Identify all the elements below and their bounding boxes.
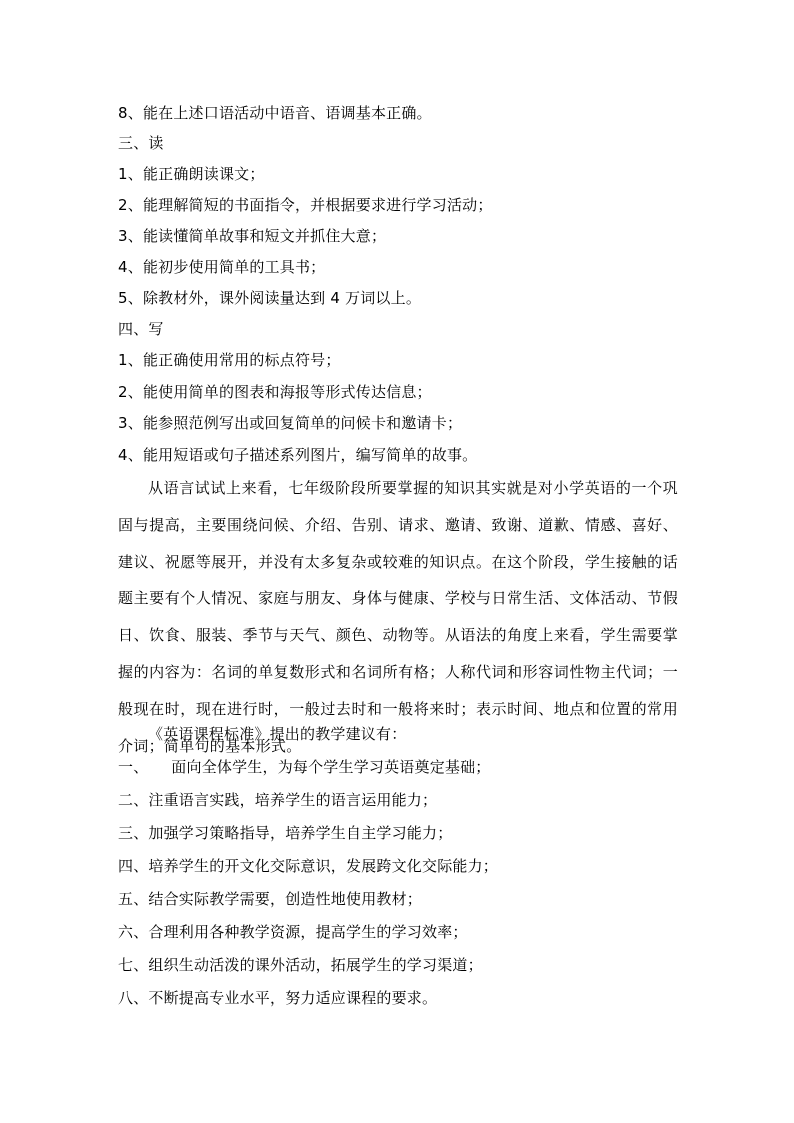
read-item-4: 4、能初步使用简单的工具书； <box>118 258 326 276</box>
suggestion-item-6: 六、合理利用各种教学资源，提高学生的学习效率； <box>118 923 468 941</box>
suggestion-item-2: 二、注重语言实践，培养学生的语言运用能力； <box>118 791 438 809</box>
suggestion-item-7: 七、组织生动活泼的课外活动，拓展学生的学习渠道； <box>118 956 483 974</box>
suggestion-item-4: 四、培养学生的开文化交际意识，发展跨文化交际能力； <box>118 857 499 875</box>
write-item-1: 1、能正确使用常用的标点符号； <box>118 351 341 369</box>
suggestion-item-3: 三、加强学习策略指导，培养学生自主学习能力； <box>118 824 453 842</box>
suggestion-item-8: 八、不断提高专业水平，努力适应课程的要求。 <box>118 989 438 1007</box>
speak-item-8: 8、能在上述口语活动中语音、语调基本正确。 <box>118 104 432 122</box>
suggestion-item-5: 五、结合实际教学需要，创造性地使用教材； <box>118 890 423 908</box>
read-item-2: 2、能理解简短的书面指令，并根据要求进行学习活动； <box>118 196 493 214</box>
analysis-paragraph: 从语言试试上来看，七年级阶段所要掌握的知识其实就是对小学英语的一个巩固与提高，主要围绕问候、介绍、告别、请求、邀请、致谢、道歉、情感、喜好、建议、祝愿等展开，并没有太多复杂或较难的知识点。在这个阶段，学生接触的话题主要有个人情况、家庭与朋友、身体与健康、学校与日常生活、文体活动、节假日、饮食、服装、季节与天气、颜色、动物等。从语法的角度上来看，学生需要掌握的内容为：名词的单复数形式和名词所有格；人称代词和形容词性物主代词；一般现在时，现在进行时，一般过去时和一般将来时；表示时间、地点和位置的常用介词；简单句的基本形式。 <box>118 479 678 755</box>
write-item-3: 3、能参照范例写出或回复简单的问候卡和邀请卡； <box>118 414 463 432</box>
write-heading: 四、写 <box>118 320 164 338</box>
write-item-4: 4、能用短语或句子描述系列图片，编写简单的故事。 <box>118 446 478 464</box>
write-item-2: 2、能使用简单的图表和海报等形式传达信息； <box>118 383 432 401</box>
suggestion-item-1: 一、 面向全体学生，为每个学生学习英语奠定基础； <box>118 758 491 776</box>
read-item-5: 5、除教材外，课外阅读量达到 4 万词以上。 <box>118 289 422 307</box>
read-item-3: 3、能读懂简单故事和短文并抓住大意； <box>118 227 387 245</box>
read-heading: 三、读 <box>118 134 164 152</box>
read-item-1: 1、能正确朗读课文； <box>118 165 265 183</box>
suggestions-intro: 《英语课程标准》提出的教学建议有： <box>148 725 407 743</box>
